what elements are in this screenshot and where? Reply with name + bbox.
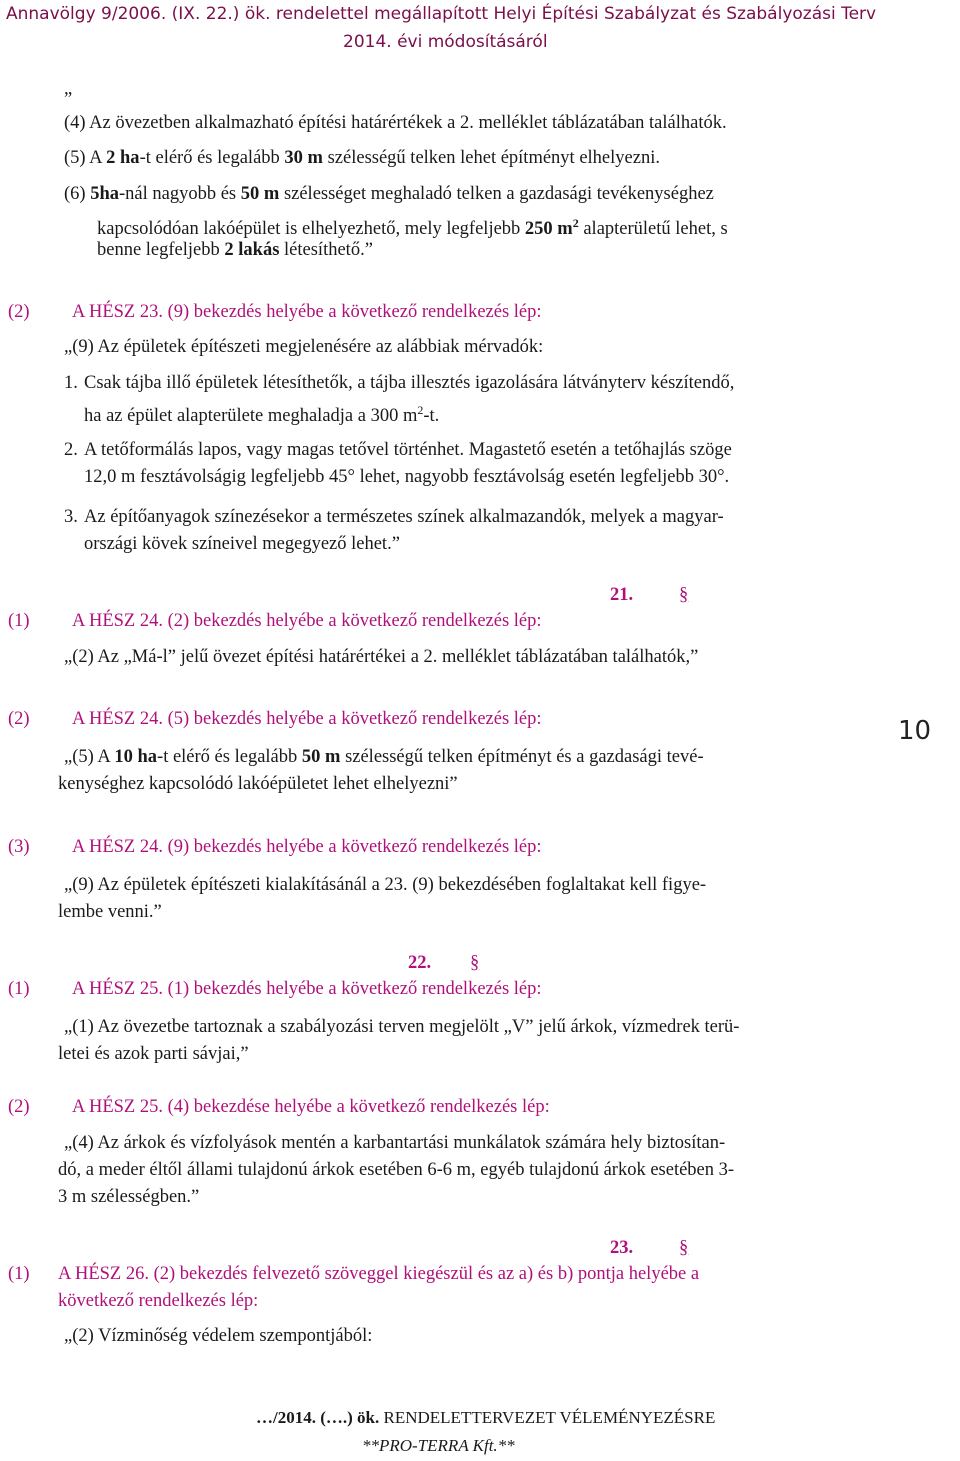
list-item-number: 1. (64, 373, 78, 393)
amendment-text: (2) bekezdés felvezető szöveggel kiegészül és az a) és b) pontja helyébe a (148, 1264, 700, 1284)
footer-line2: **PRO-TERRA Kft.** (362, 1436, 515, 1455)
q-text: „(5) A (64, 747, 115, 767)
quoted-provision: „(2) Az „Má-l” jelű övezet építési határértékei a 2. melléklet táblázatában találhatók,” (64, 647, 699, 667)
paragraph-5 (64, 145, 660, 171)
list-item-text: országi kövek színeivel megegyező lehet.” (84, 534, 400, 554)
p5-width: 30 m (284, 148, 323, 168)
list-item-text: Az építőanyagok színezésekor a természetes színek alkalmazandók, melyek a magyar- (84, 507, 724, 527)
amendment-heading (72, 1094, 550, 1120)
amendment-heading (72, 706, 542, 732)
amendment-text: (2) bekezdés helyébe a következő rendelkezés lép: (162, 611, 542, 631)
opening-quote: „ (64, 79, 73, 99)
amendment-text: (5) bekezdés helyébe a következő rendelkezés lép: (162, 709, 542, 729)
list-item-text-part: -t. (423, 406, 440, 427)
p6-text: -nál nagyobb és (119, 184, 241, 204)
amendment-ref: A HÉSZ 24. (72, 611, 163, 631)
p6-superscript: 2 (572, 216, 579, 230)
footer-line1 (256, 1408, 715, 1428)
paragraph-4: (4) Az övezetben alkalmazható építési határértékek a 2. melléklet táblázatában találhatók. (64, 113, 727, 133)
p6-dwellings: 2 lakás (224, 240, 280, 260)
p6-text: alapterületű lehet, s (578, 219, 728, 240)
list-item-text (84, 397, 439, 429)
p6-floor-area: 250 m (524, 219, 573, 240)
quoted-provision: „(9) Az épületek építészeti kialakításánál a 23. (9) bekezdésében foglaltakat kell figye- (64, 875, 707, 895)
list-item-text: A tetőformálás lapos, vagy magas tetővel történhet. Magastető esetén a tetőhajlás szöge (84, 440, 732, 460)
p6-text: benne legfeljebb (97, 240, 225, 260)
amendment-ref: A HÉSZ 25. (72, 979, 163, 999)
paragraph-6-line1 (64, 181, 714, 207)
superscript: 2 (417, 403, 424, 417)
amendment-heading (58, 1261, 699, 1287)
amendment-ref: A HÉSZ 24. (72, 837, 163, 857)
paragraph-6-line3 (97, 237, 373, 263)
amendment-number: (2) (8, 302, 30, 322)
amendment-heading (72, 299, 542, 325)
p5-text: szélességű telken lehet építményt elhelyezni. (322, 148, 660, 168)
amendment-text: (1) bekezdés helyébe a következő rendelkezés lép: (162, 979, 542, 999)
amendment-number: (2) (8, 709, 30, 729)
p6-text: létesíthető.” (279, 240, 373, 260)
amendment-heading-cont: következő rendelkezés lép: (58, 1291, 259, 1311)
quoted-provision (64, 744, 704, 770)
amendment-number: (2) (8, 1097, 30, 1117)
p5-area: 2 ha (106, 148, 140, 168)
amendment-number: (1) (8, 611, 30, 631)
footer-ref: …/2014. (….) ök. (256, 1408, 380, 1427)
amendment-heading (72, 976, 542, 1002)
q-text: -t elérő és legalább (157, 747, 302, 767)
amendment-ref: A HÉSZ 24. (72, 709, 163, 729)
p6-text: (6) (64, 184, 91, 204)
amendment-ref: A HÉSZ 26. (58, 1264, 149, 1284)
amendment-number: (1) (8, 1264, 30, 1284)
p6-width: 50 m (240, 184, 280, 204)
amendment-number: (1) (8, 979, 30, 999)
section-mark: § (679, 585, 689, 605)
quoted-provision-cont: dó, a meder éltől állami tulajdonú árkok esetében 6-6 m, egyéb tulajdonú árkok esetében 3- (58, 1160, 735, 1180)
section-number: 22. (408, 953, 432, 973)
amendment-text: (4) bekezdése helyébe a következő rendelkezés lép: (162, 1097, 550, 1117)
quoted-provision-cont: 3 m szélességben.” (58, 1187, 200, 1207)
list-item-text: Csak tájba illő épületek létesíthetők, a tájba illesztés igazolására látványterv készítendő, (84, 373, 735, 393)
amendment-heading (72, 834, 542, 860)
q-area: 10 ha (114, 747, 158, 767)
amendment-text: (9) bekezdés helyébe a következő rendelkezés lép: (162, 302, 542, 322)
list-item-text: 12,0 m fesztávolságig legfeljebb 45° lehet, nagyobb fesztávolság esetén legfeljebb 30°. (84, 467, 730, 487)
section-mark: § (470, 953, 480, 973)
p6-text: szélességet meghaladó telken a gazdasági tevékenységhez (279, 184, 714, 204)
amendment-ref: A HÉSZ 23. (72, 302, 163, 322)
section-mark: § (679, 1238, 689, 1258)
section-number: 23. (610, 1238, 634, 1258)
quoted-provision-cont: kenységhez kapcsolódó lakóépületet lehet elhelyezni” (58, 774, 458, 794)
p5-text: (5) A (64, 148, 107, 168)
quoted-provision: „(2) Vízminőség védelem szempontjából: (64, 1326, 373, 1346)
list-item-text-part: ha az épület alapterülete meghaladja a 300 m (84, 406, 418, 427)
section-number: 21. (610, 585, 634, 605)
quoted-provision: „(4) Az árkok és vízfolyások mentén a karbantartási munkálatok számára hely biztosítan- (64, 1133, 726, 1153)
q-text: szélességű telken építményt és a gazdasági tevé- (340, 747, 704, 767)
amendment-text: (9) bekezdés helyébe a következő rendelkezés lép: (162, 837, 542, 857)
p6-area: 5ha (90, 184, 119, 204)
header-subtitle: 2014. évi módosításáról (343, 32, 548, 52)
p6-text: kapcsolódóan lakóépület is elhelyezhető, mely legfeljebb (97, 219, 525, 240)
quoted-provision-cont: lembe venni.” (58, 902, 162, 922)
page-number: 10 (898, 716, 932, 746)
header-title: Annavölgy 9/2006. (IX. 22.) ök. rendelettel megállapított Helyi Építési Szabályzat és Szabályozási Terv (6, 4, 877, 24)
quoted-provision-cont: letei és azok parti sávjai,” (58, 1044, 249, 1064)
p5-text: -t elérő és legalább (139, 148, 285, 168)
list-item-number: 3. (64, 507, 78, 527)
q-width: 50 m (301, 747, 341, 767)
quoted-provision: „(1) Az övezetbe tartoznak a szabályozási terven megjelölt „V” jelű árkok, vízmedrek terü- (64, 1017, 740, 1037)
amendment-number: (3) (8, 837, 30, 857)
footer-label: RENDELETTERVEZET VÉLEMÉNYEZÉSRE (379, 1408, 716, 1427)
list-item-number: 2. (64, 440, 78, 460)
quoted-provision: „(9) Az épületek építészeti megjelenésére az alábbiak mérvadók: (64, 337, 544, 357)
amendment-heading (72, 608, 542, 634)
amendment-ref: A HÉSZ 25. (72, 1097, 163, 1117)
